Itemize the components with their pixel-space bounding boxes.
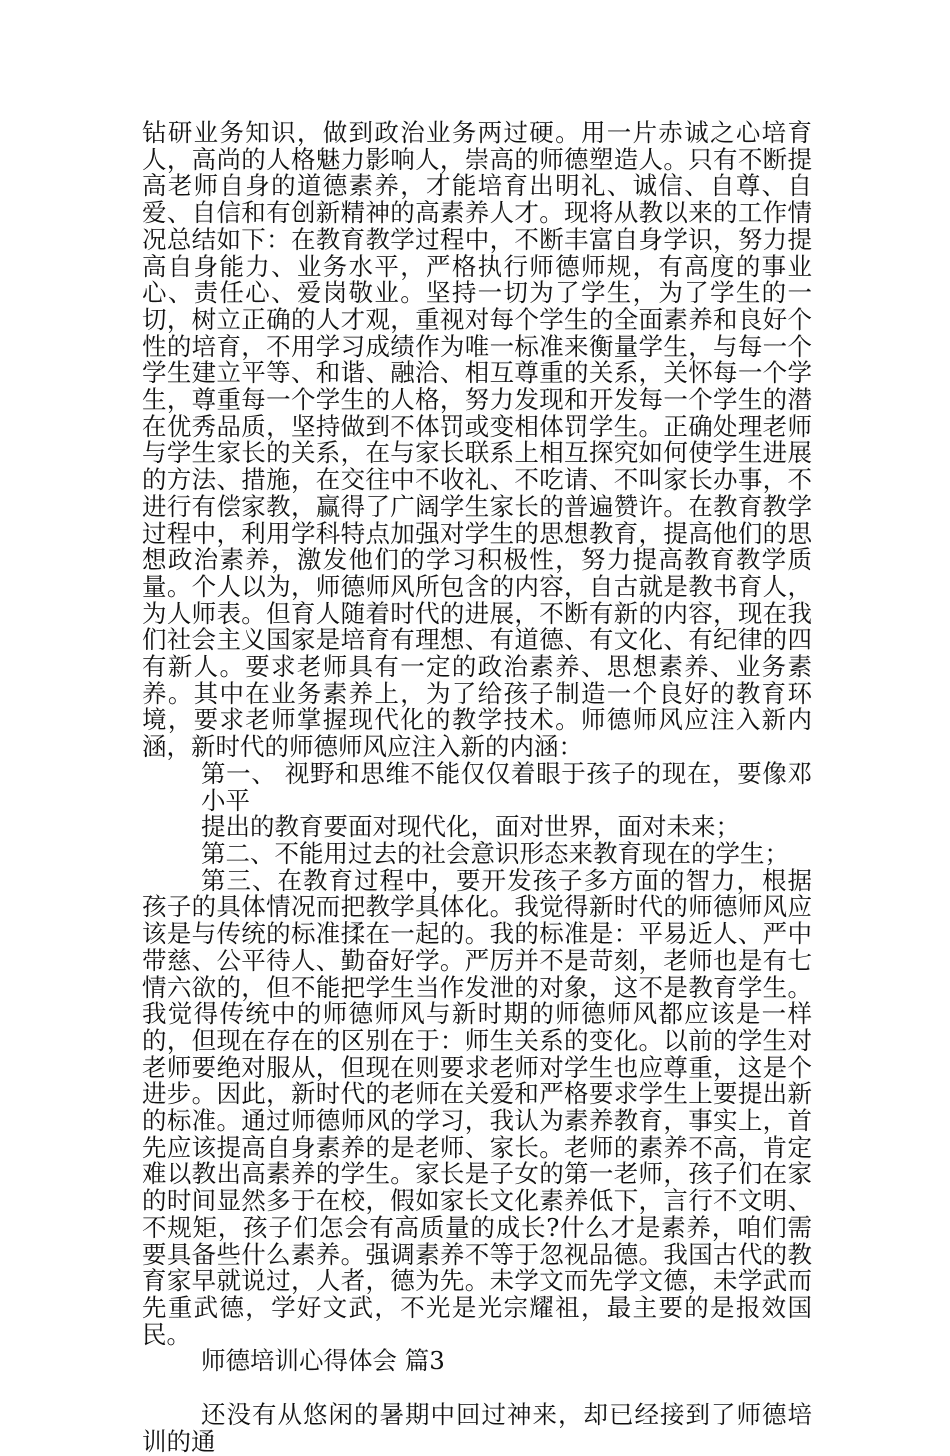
list-item-1-line-2: 提出的教育要面对现代化，面对世界，面对未来； [201,812,740,842]
body-paragraph: 钻研业务知识，做到政治业务两过硬。用一片赤诚之心培育人，高尚的人格魅力影响人，崇高的师德塑造人。只有不断提高老师自身的道德素养，才能培育出明礼、诚信、自尊、自爱、自信和有创新精神的高素养人才。现将从教以来的工作情况总结如下：在教育教学过程中，不断丰富自身学识，努力提高自身能力、业务水平，严格执行师德师规，有高度的事业心、责任心、爱岗敬业。坚持一切为了学生，为了学生的一切，树立正确的人才观，重视对每个学生的全面素养和良好个性的培育，不用学习成绩作为唯一标准来衡量学生，与每一个学生建立平等、和谐、融洽、相互尊重的关系，关怀每一个学生，尊重每一个学生的人格，努力发现和开发每一个学生的潜在优秀品质，坚持做到不体罚或变相体罚学生。正确处理老师与学生家长的关系，在与家长联系上相互探究如何使学生进展的方法、措施，在交往中不收礼、不吃请、不叫家长办事，不进行有偿家教，赢得了广阔学生家长的普遍赞许。在教育教学过程中，利用学科特点加强对学生的思想教育，提高他们的思想政治素养，激发他们的学习积极性，努力提高教育教学质量。个人以为，师德师风所包含的内容，自古就是教书育人，为人师表。但育人随着时代的进展，不断有新的内容，现在我们社会主义国家是培育有理想、有道德、有文化、有纪律的四有新人。要求老师具有一定的政治素养、思想素养、业务素养。其中在业务素养上，为了给孩子制造一个良好的教育环境，要求老师掌握现代化的教学技术。师德师风应注入新内涵，新时代的师德师风应注入新的内涵： [142,118,812,762]
list-item-2: 第二、不能用过去的社会意识形态来教育现在的学生； [201,838,789,868]
section-heading: 师德培训心得体会 篇3 [201,1346,445,1376]
paragraph-gap [142,1375,812,1402]
document-page [142,120,812,1455]
next-paragraph: 还没有从悠闲的暑期中回过神来，却已经接到了师德培训的通 [142,1400,812,1456]
list-item-1 [142,758,812,842]
list-item-3: 第三、在教育过程中，要开发孩子多方面的智力，根据孩子的具体情况而把教学具体化。我觉得新时代的师德师风应该是与传统的标准揉在一起的。我的标准是：平易近人、严中带慈、公平待人、勤奋好学。严厉并不是苛刻，老师也是有七情六欲的，但不能把学生当作发泄的对象，这不是教育学生。我觉得传统中的师德师风与新时期的师德师风都应该是一样的，但现在存在的区别在于：师生关系的变化。以前的学生对老师要绝对服从，但现在则要求老师对学生也应尊重，这是个进步。因此，新时代的老师在关爱和严格要求学生上要提出新的标准。通过师德师风的学习，我认为素养教育，事实上，首先应该提高自身素养的是老师、家长。老师的素养不高，肯定难以教出高素养的学生。家长是子女的第一老师，孩子们在家的时间显然多于在校，假如家长文化素养低下，言行不文明、不规矩，孩子们怎会有高质量的成长?什么才是素养，咱们需要具备些什么素养。强调素养不等于忽视品德。我国古代的教育家早就说过，人者，德为先。未学文而先学文德，未学武而先重武德，学好文武，不光是光宗耀祖，最主要的是报效国民。 [142,865,812,1349]
list-item-1-line-1: 第一、 视野和思维不能仅仅着眼于孩子的现在，要像邓小平 [201,758,812,815]
